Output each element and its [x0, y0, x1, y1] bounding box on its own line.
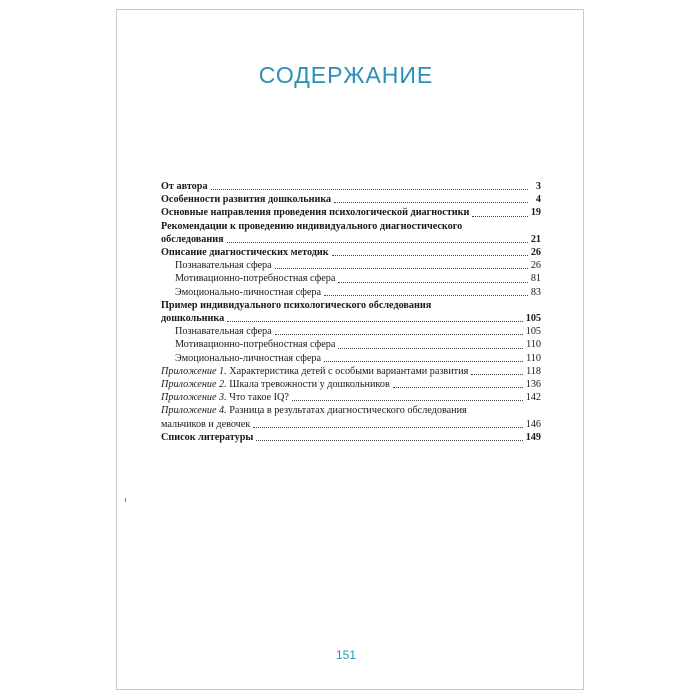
- toc-page-number: 3: [535, 181, 541, 192]
- dot-leader: [275, 334, 523, 335]
- toc-entry-text: Эмоционально-личностная сфера: [175, 286, 322, 298]
- appendix-label: Приложение 2.: [161, 379, 227, 391]
- dot-leader: [338, 282, 527, 283]
- toc-entry-text: Основные направления проведения психологической диагностики: [161, 207, 470, 219]
- toc-entry-example[interactable]: [161, 299, 541, 325]
- toc-entry-recommendations[interactable]: [161, 220, 541, 246]
- dot-leader: [471, 374, 523, 375]
- toc-page-number: 21: [530, 233, 541, 245]
- dot-leader: [256, 440, 522, 441]
- dot-leader: [472, 216, 527, 217]
- toc-entry-author[interactable]: [161, 180, 541, 193]
- dot-leader: [211, 189, 528, 190]
- toc-page-number: 136: [525, 379, 541, 391]
- toc-entry-appendix-3[interactable]: [161, 391, 541, 404]
- dot-leader: [253, 427, 522, 428]
- toc-entry-text-line2: обследования: [161, 233, 224, 245]
- toc-entry-text: Мотивационно-потребностная сфера: [175, 273, 336, 285]
- toc-entry-appendix-1[interactable]: [161, 365, 541, 378]
- toc-page-number: 105: [525, 313, 541, 325]
- toc-page-number: 19: [530, 207, 541, 219]
- dot-leader: [275, 268, 528, 269]
- toc-entry-methods-cognitive[interactable]: [161, 259, 541, 272]
- toc-entry-text-line2: мальчиков и девочек: [161, 418, 251, 430]
- toc-entry-text: Список литературы: [161, 431, 254, 443]
- dot-leader: [324, 295, 528, 296]
- toc-entry-directions[interactable]: [161, 206, 541, 219]
- toc-page-number: 4: [535, 194, 541, 206]
- dot-leader: [227, 242, 528, 243]
- toc-entry-text: Познавательная сфера: [175, 260, 272, 272]
- dot-leader: [334, 202, 528, 203]
- toc-entry-methods-motivational[interactable]: [161, 272, 541, 285]
- page-number: 151: [335, 648, 357, 662]
- margin-mark: [125, 498, 126, 502]
- toc-entry-text: Мотивационно-потребностная сфера: [175, 339, 336, 351]
- toc-page-number: 26: [530, 260, 541, 272]
- toc-entry-text-line2: дошкольника: [161, 313, 225, 325]
- dot-leader: [292, 400, 523, 401]
- toc-page-number: 83: [530, 286, 541, 298]
- table-of-contents: [161, 180, 541, 444]
- toc-entry-text: Шкала тревожности у дошкольников: [226, 379, 390, 391]
- page-title: СОДЕРЖАНИЕ: [258, 62, 434, 88]
- toc-entry-text: Эмоционально-личностная сфера: [175, 352, 322, 364]
- dot-leader: [393, 387, 523, 388]
- toc-page-number: 110: [526, 352, 541, 364]
- appendix-label: Приложение 4.: [161, 405, 227, 417]
- toc-entry-text-line1: Пример индивидуального психологического обследования: [161, 299, 432, 311]
- toc-entry-features[interactable]: [161, 193, 541, 206]
- toc-entry-text: Особенности развития дошкольника: [161, 194, 332, 206]
- toc-page-number: 105: [525, 326, 541, 338]
- toc-entry-text: Описание диагностических методик: [161, 247, 329, 259]
- toc-page-number: 81: [530, 273, 541, 285]
- appendix-label: Приложение 1.: [161, 365, 227, 377]
- book-page: [116, 9, 584, 690]
- toc-entry-text: Что такое IQ?: [226, 392, 289, 404]
- toc-entry-text-line1: Рекомендации к проведению индивидуального диагностического: [161, 220, 463, 232]
- toc-page-number: 142: [525, 392, 541, 404]
- toc-entry-methods[interactable]: [161, 246, 541, 259]
- toc-entry-example-emotional[interactable]: [161, 352, 541, 365]
- toc-entry-example-motivational[interactable]: [161, 338, 541, 351]
- toc-entry-appendix-4[interactable]: [161, 404, 541, 430]
- toc-entry-methods-emotional[interactable]: [161, 286, 541, 299]
- toc-entry-text-line1: Разница в результатах диагностического обследования: [226, 405, 467, 417]
- toc-page-number: 118: [526, 365, 541, 377]
- dot-leader: [227, 321, 523, 322]
- dot-leader: [332, 255, 528, 256]
- toc-page-number: 110: [526, 339, 541, 351]
- toc-entry-text: Характеристика детей с особыми вариантами развития: [226, 365, 469, 377]
- dot-leader: [324, 361, 523, 362]
- toc-entry-appendix-2[interactable]: [161, 378, 541, 391]
- toc-page-number: 146: [525, 418, 541, 430]
- toc-entry-text: Познавательная сфера: [175, 326, 272, 338]
- toc-entry-references[interactable]: [161, 431, 541, 444]
- dot-leader: [338, 348, 523, 349]
- toc-page-number: 26: [530, 247, 541, 259]
- toc-entry-text: От автора: [161, 181, 208, 192]
- appendix-label: Приложение 3.: [161, 392, 227, 404]
- toc-entry-example-cognitive[interactable]: [161, 325, 541, 338]
- toc-page-number: 149: [525, 431, 541, 443]
